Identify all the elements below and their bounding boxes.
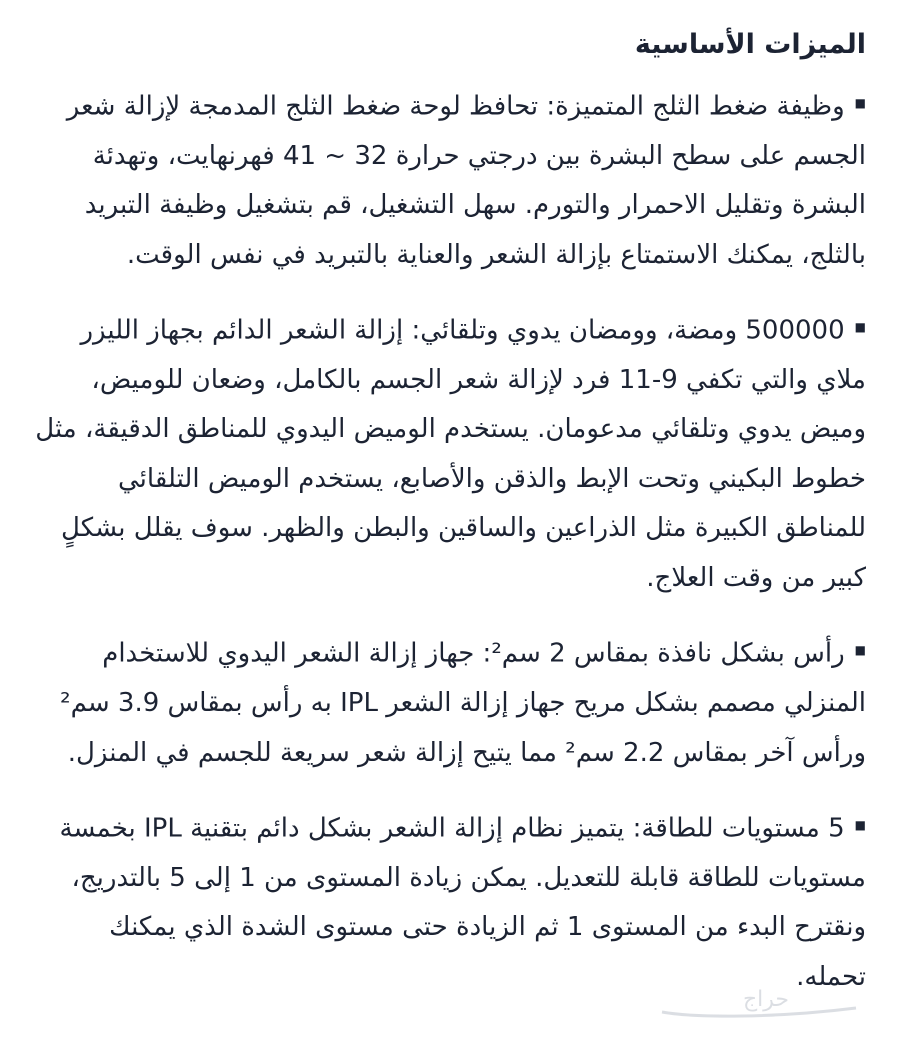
feature-paragraph-window-head	[34, 629, 866, 778]
feature-paragraph-ice-compress	[34, 82, 866, 280]
haraj-watermark-logo	[656, 982, 876, 1026]
bullet-icon: ■	[854, 95, 866, 110]
section-heading: الميزات الأساسية	[634, 29, 866, 60]
paragraph-text: 500000 ومضة، وومضان يدوي وتلقائي: إزالة الشعر الدائم بجهاز الليزر ملاي والتي تكفي 9-11 فرد لإزالة شعر الجسم بالكامل، وضعان للوميض، وميض يدوي وتلقائي مدعومان. يستخدم الوميض اليدوي للمناطق الدقيقة، مثل خطوط البكيني وتحت الإبط والذقن والأصابع، يستخدم الوميض التلقائي للمناطق الكبيرة مثل الذراعين والساقين والبطن والظهر. سوف يقلل بشكلٍ كبير من وقت العلاج.	[35, 315, 866, 593]
paragraph-text: 5 مستويات للطاقة: يتميز نظام إزالة الشعر بشكل دائم بتقنية IPL بخمسة مستويات للطاقة قابلة للتعديل. يمكن زيادة المستوى من 1 إلى 5 بالتدريج، ونقترح البدء من المستوى 1 ثم الزيادة حتى مستوى الشدة الذي يمكنك تحمله.	[59, 813, 866, 992]
feature-paragraph-flashes	[34, 306, 866, 603]
bullet-icon: ■	[854, 818, 866, 833]
watermark-text: حراج	[742, 987, 790, 1012]
bullet-icon: ■	[854, 643, 866, 658]
feature-paragraph-energy-levels	[34, 804, 866, 1002]
paragraph-text: رأس بشكل نافذة بمقاس 2 سم²: جهاز إزالة الشعر اليدوي للاستخدام المنزلي مصمم بشكل مريح جهاز إزالة الشعر IPL به رأس بمقاس 3.9 سم² ورأس آخر بمقاس 2.2 سم² مما يتيح إزالة شعر سريعة للجسم في المنزل.	[60, 638, 866, 768]
bullet-icon: ■	[854, 320, 866, 335]
paragraph-text: وظيفة ضغط الثلج المتميزة: تحافظ لوحة ضغط الثلج المدمجة لإزالة شعر الجسم على سطح البشرة بين درجتي حرارة 32 ~ 41 فهرنهايت، وتهدئة البشرة وتقليل الاحمرار والتورم. سهل التشغيل، قم بتشغيل وظيفة التبريد بالثلج، يمكنك الاستمتاع بإزالة الشعر والعناية بالتبريد في نفس الوقت.	[66, 91, 866, 270]
